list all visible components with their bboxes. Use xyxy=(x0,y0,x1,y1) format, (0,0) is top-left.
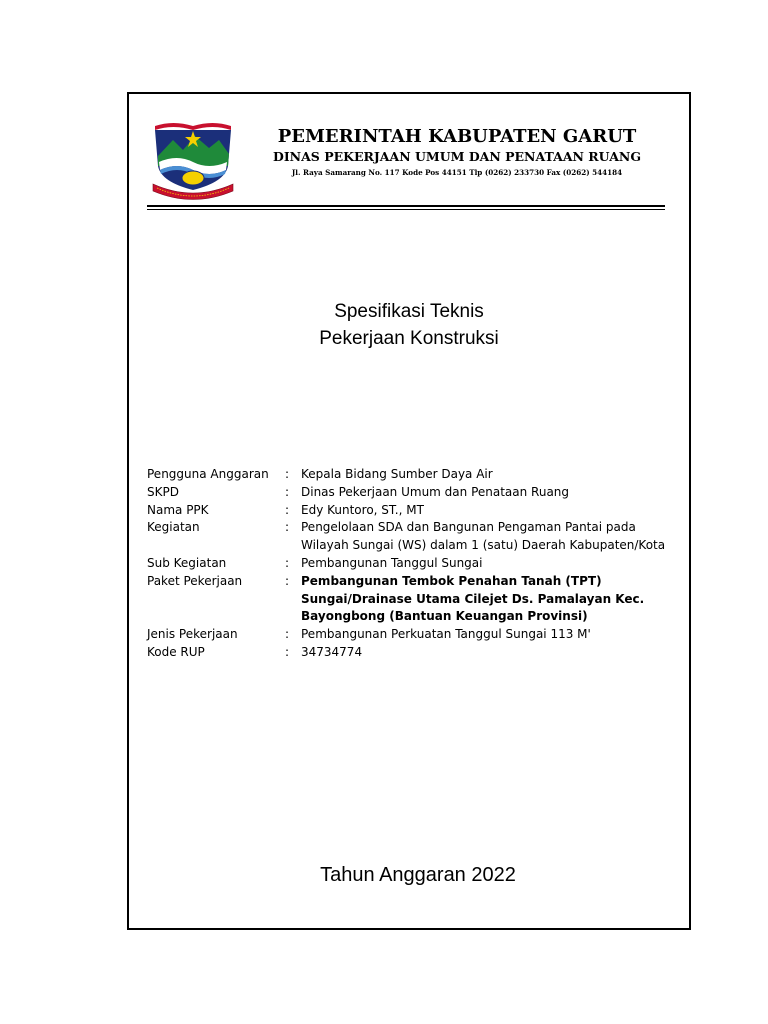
info-value: 34734774 xyxy=(301,644,363,659)
info-label: Jenis Pekerjaan xyxy=(147,627,238,642)
garut-regency-coat-of-arms-icon xyxy=(149,118,237,200)
project-info-table xyxy=(147,466,667,662)
info-value: Pengelolaan SDA dan Bangunan Pengaman Pantai pada Wilayah Sungai (WS) dalam 1 (satu) Daerah Kabupaten/Kota xyxy=(301,520,666,553)
info-row-skpd xyxy=(147,484,667,502)
info-separator: : xyxy=(285,467,290,481)
fiscal-year: Tahun Anggaran 2022 xyxy=(320,864,516,886)
letterhead-rule-thin xyxy=(147,209,665,210)
info-row-sub-activity xyxy=(147,555,667,573)
document-title-line2: Pekerjaan Konstruksi xyxy=(319,328,499,349)
info-value: Pembangunan Tanggul Sungai xyxy=(301,555,483,570)
info-row-ppk-name xyxy=(147,502,667,520)
info-label: Paket Pekerjaan xyxy=(147,573,243,588)
info-label: Sub Kegiatan xyxy=(147,555,227,570)
info-value: Edy Kuntoro, ST., MT xyxy=(301,502,424,517)
info-label: Kegiatan xyxy=(147,520,200,535)
info-separator: : xyxy=(285,627,290,642)
info-separator: : xyxy=(285,573,290,588)
info-separator: : xyxy=(285,502,290,517)
info-value: Dinas Pekerjaan Umum dan Penataan Ruang xyxy=(301,484,570,499)
info-label: SKPD xyxy=(147,484,179,499)
info-row-rup-code xyxy=(147,644,667,662)
info-label: Nama PPK xyxy=(147,502,209,517)
info-separator: : xyxy=(285,644,290,659)
info-separator: : xyxy=(285,484,290,499)
info-separator: : xyxy=(285,555,290,570)
info-value: Kepala Bidang Sumber Daya Air xyxy=(301,467,493,481)
info-row-activity xyxy=(147,519,667,555)
letterhead-rule-thick xyxy=(147,205,665,207)
document-title-line1: Spesifikasi Teknis xyxy=(334,301,484,322)
document-frame xyxy=(127,92,691,930)
info-row-work-package xyxy=(147,573,667,626)
letterhead xyxy=(241,126,673,179)
office-address: Jl. Raya Samarang No. 117 Kode Pos 44151 Tlp (0262) 233730 Fax (0262) 544184 xyxy=(291,168,623,177)
info-separator: : xyxy=(285,520,290,535)
department-name: DINAS PEKERJAAN UMUM DAN PENATAAN RUANG xyxy=(273,149,641,164)
info-label: Kode RUP xyxy=(147,644,205,659)
info-row-budget-user xyxy=(147,466,667,484)
document-title xyxy=(129,298,689,352)
info-value: Pembangunan Perkuatan Tanggul Sungai 113 M' xyxy=(301,627,591,642)
info-label: Pengguna Anggaran xyxy=(147,467,269,481)
info-value: Pembangunan Tembok Penahan Tanah (TPT) Sungai/Drainase Utama Cilejet Ds. Pamalayan Kec. Bayongbong (Bantuan Keuangan Provinsi) xyxy=(301,573,645,624)
government-title: PEMERINTAH KABUPATEN GARUT xyxy=(277,126,637,147)
info-row-work-type xyxy=(147,626,667,644)
